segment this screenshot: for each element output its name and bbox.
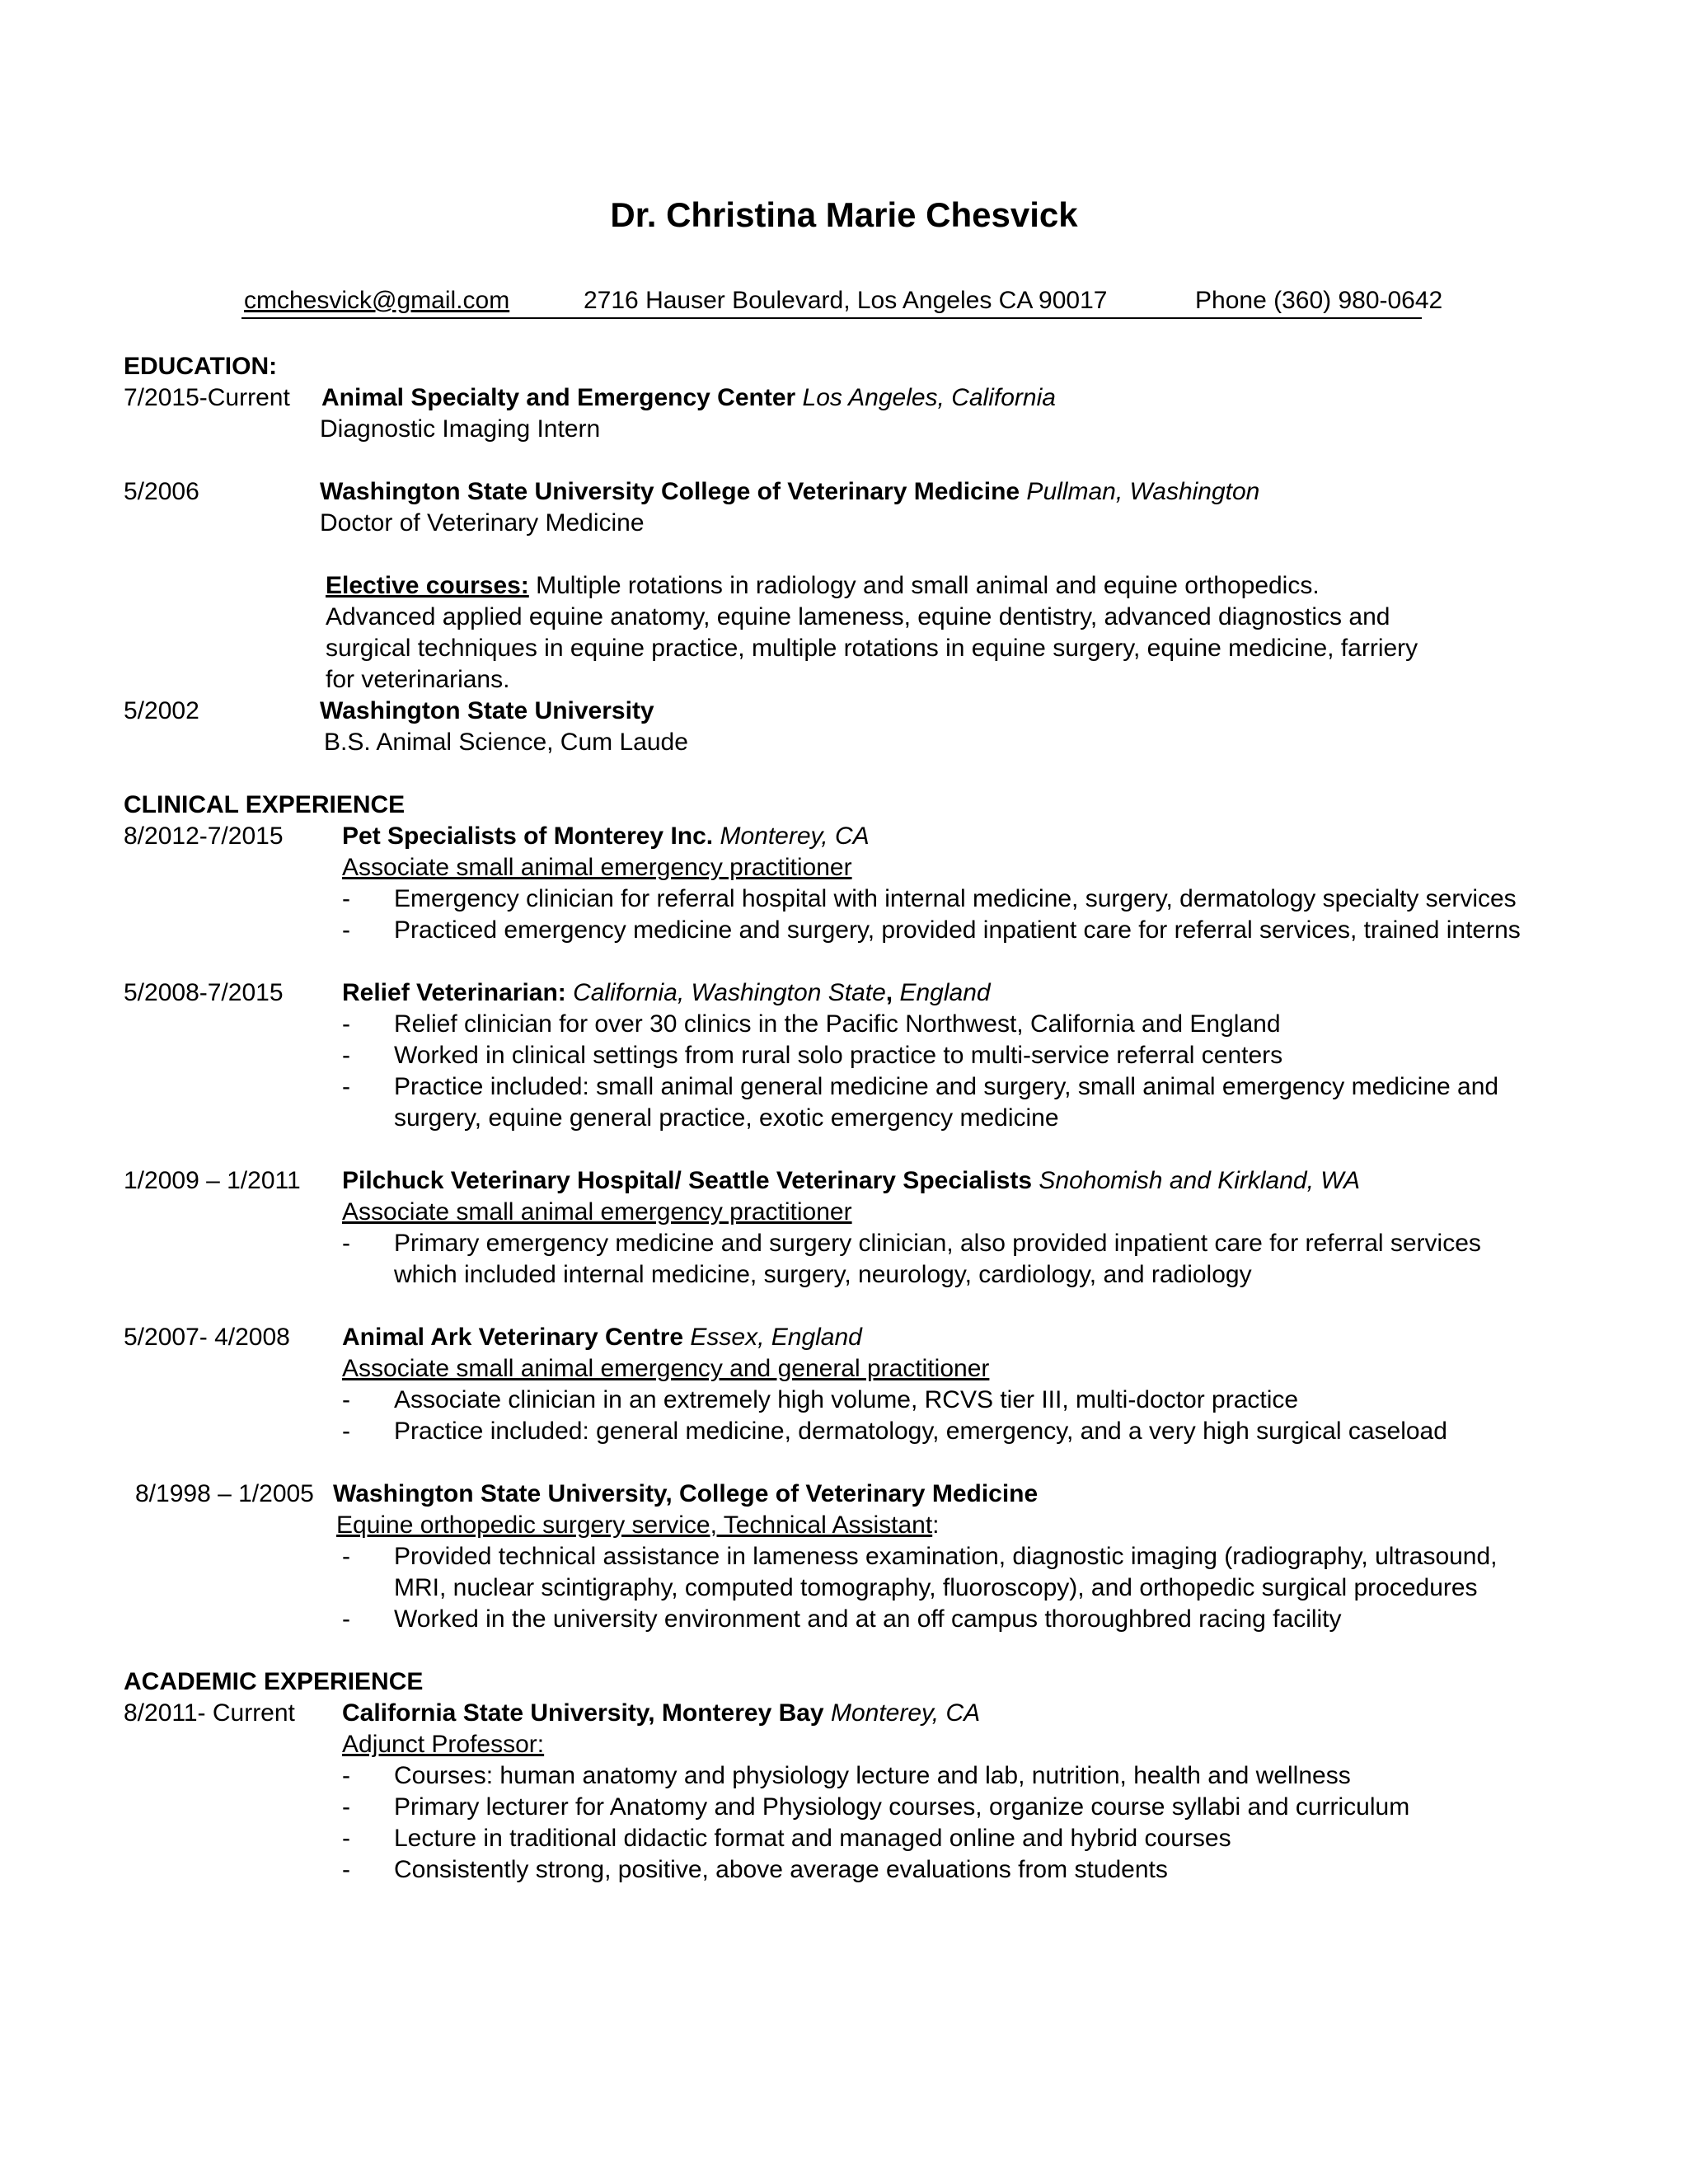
list-item: Worked in clinical settings from rural solo practice to multi-service referral centers	[394, 1042, 1283, 1069]
bullet-marker: -	[342, 1793, 350, 1821]
clinical-heading: CLINICAL EXPERIENCE	[124, 791, 406, 818]
acad-role-1: Adjunct Professor:	[342, 1731, 545, 1758]
acad-date-1: 8/2011- Current	[124, 1699, 295, 1727]
bullet-marker: -	[342, 1856, 350, 1883]
clin-date-1: 8/2012-7/2015	[124, 823, 284, 850]
clin-org-4: Animal Ark Veterinary Centre Essex, England	[342, 1324, 862, 1351]
bullet-marker: -	[342, 1605, 350, 1633]
clin-role-5: Equine orthopedic surgery service, Technical Assistant:	[336, 1511, 940, 1539]
list-item: Provided technical assistance in lameness examination, diagnostic imaging (radiography, ultrasound,	[394, 1543, 1498, 1570]
list-item: Lecture in traditional didactic format and managed online and hybrid courses	[394, 1825, 1231, 1852]
clin-date-3: 1/2009 – 1/2011	[124, 1167, 301, 1194]
list-item: Practice included: small animal general medicine and surgery, small animal emergency medicine and	[394, 1073, 1499, 1100]
phone: Phone (360) 980-0642	[1195, 287, 1443, 314]
edu-org-2: Washington State University College of Veterinary Medicine Pullman, Washington	[320, 478, 1260, 505]
edu-org-3: Washington State University	[320, 697, 654, 724]
list-item: Relief clinician for over 30 clinics in the Pacific Northwest, California and England	[394, 1010, 1281, 1038]
edu-role-2: Doctor of Veterinary Medicine	[320, 509, 645, 537]
education-heading: EDUCATION:	[124, 353, 278, 380]
list-item-continuation: MRI, nuclear scintigraphy, computed tomography, fluoroscopy), and orthopedic surgical procedures	[394, 1574, 1478, 1601]
clin-date-5: 8/1998 – 1/2005	[135, 1480, 314, 1507]
bullet-marker: -	[342, 916, 350, 944]
list-item: Consistently strong, positive, above average evaluations from students	[394, 1856, 1168, 1883]
list-item: Courses: human anatomy and physiology lecture and lab, nutrition, health and wellness	[394, 1762, 1351, 1789]
address: 2716 Hauser Boulevard, Los Angeles CA 90017	[584, 287, 1108, 314]
bullet-marker: -	[342, 1010, 350, 1038]
list-item: Practice included: general medicine, dermatology, emergency, and a very high surgical caseload	[394, 1418, 1447, 1445]
list-item-continuation: surgery, equine general practice, exotic emergency medicine	[394, 1104, 1059, 1132]
edu-org-1: Animal Specialty and Emergency Center Los Angeles, California	[321, 384, 1056, 411]
list-item: Primary emergency medicine and surgery clinician, also provided inpatient care for referral services	[394, 1230, 1481, 1257]
bullet-marker: -	[342, 1073, 350, 1100]
edu-date-2: 5/2006	[124, 478, 199, 505]
academic-heading: ACADEMIC EXPERIENCE	[124, 1668, 424, 1695]
resume-name: Dr. Christina Marie Chesvick	[610, 195, 1078, 234]
email-link[interactable]: cmchesvick@gmail.com	[244, 287, 510, 314]
list-item: Emergency clinician for referral hospital with internal medicine, surgery, dermatology specialty services	[394, 885, 1517, 912]
list-item: Associate clinician in an extremely high volume, RCVS tier III, multi-doctor practice	[394, 1386, 1299, 1413]
clin-org-3: Pilchuck Veterinary Hospital/ Seattle Veterinary Specialists Snohomish and Kirkland, WA	[342, 1167, 1361, 1194]
header-rule	[241, 317, 1422, 319]
bullet-marker: -	[342, 1042, 350, 1069]
bullet-marker: -	[342, 1386, 350, 1413]
clin-role-3: Associate small animal emergency practitioner	[342, 1198, 852, 1226]
bullet-marker: -	[342, 1825, 350, 1852]
clin-role-4: Associate small animal emergency and general practitioner	[342, 1355, 990, 1382]
edu-role-3: B.S. Animal Science, Cum Laude	[324, 729, 688, 756]
edu-role-1: Diagnostic Imaging Intern	[320, 415, 601, 443]
clin-org-2: Relief Veterinarian: California, Washington State, England	[342, 979, 991, 1006]
elective-courses: Elective courses: Multiple rotations in radiology and small animal and equine orthopedics. Advanced applied equine anatomy, equine lameness, equine dentistry, advanced diagnostics and surgical techniques in equine practice, multiple rotations in equine surgery, equine medicine, farriery for veterinarians.	[326, 572, 1418, 693]
list-item-continuation: which included internal medicine, surgery, neurology, cardiology, and radiology	[394, 1261, 1252, 1288]
edu-date-3: 5/2002	[124, 697, 199, 724]
clin-date-4: 5/2007- 4/2008	[124, 1324, 290, 1351]
list-item: Primary lecturer for Anatomy and Physiology courses, organize course syllabi and curriculum	[394, 1793, 1410, 1821]
clin-role-1: Associate small animal emergency practitioner	[342, 854, 852, 881]
edu-date-1: 7/2015-Current	[124, 384, 290, 411]
clin-org-5: Washington State University, College of Veterinary Medicine	[333, 1480, 1039, 1507]
clin-date-2: 5/2008-7/2015	[124, 979, 284, 1006]
bullet-marker: -	[342, 1230, 350, 1257]
acad-org-1: California State University, Monterey Bay Monterey, CA	[342, 1699, 981, 1727]
list-item: Practiced emergency medicine and surgery, provided inpatient care for referral services, trained interns	[394, 916, 1521, 944]
bullet-marker: -	[342, 885, 350, 912]
clin-org-1: Pet Specialists of Monterey Inc. Monterey, CA	[342, 823, 870, 850]
bullet-marker: -	[342, 1762, 350, 1789]
list-item: Worked in the university environment and at an off campus thoroughbred racing facility	[394, 1605, 1342, 1633]
bullet-marker: -	[342, 1418, 350, 1445]
bullet-marker: -	[342, 1543, 350, 1570]
